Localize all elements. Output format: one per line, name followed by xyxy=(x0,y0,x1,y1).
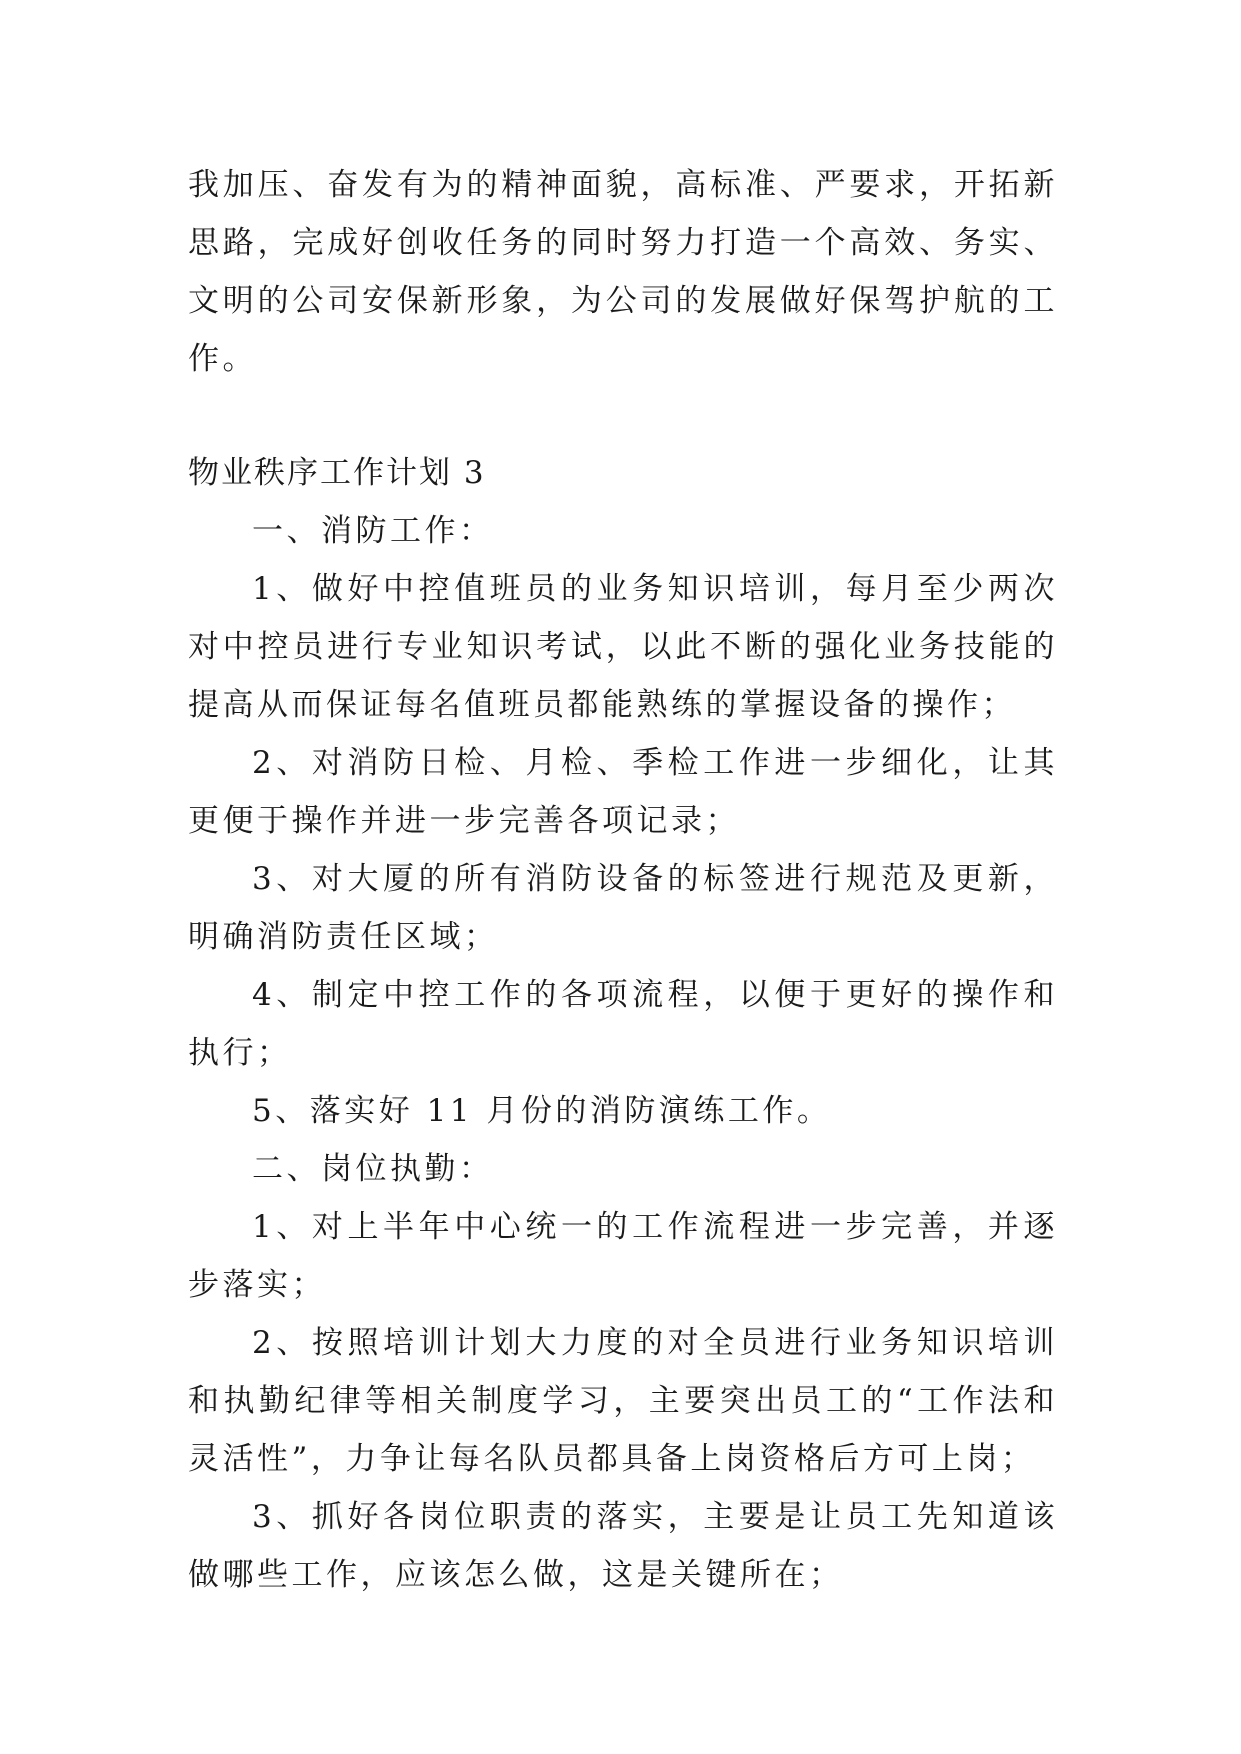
part2-item-3: 3、抓好各岗位职责的落实，主要是让员工先知道该做哪些工作，应该怎么做，这是关键所在； xyxy=(188,1499,1058,1593)
part2-item-1: 1、对上半年中心统一的工作流程进一步完善，并逐步落实； xyxy=(188,1209,1058,1303)
part1-item-5: 5、落实好 11 月份的消防演练工作。 xyxy=(252,1093,832,1129)
part1-item-1: 1、做好中控值班员的业务知识培训，每月至少两次对中控员进行专业知识考试，以此不断的强化业务技能的提高从而保证每名值班员都能熟练的掌握设备的操作； xyxy=(188,571,1058,723)
part2-heading: 二、岗位执勤： xyxy=(252,1151,494,1187)
part1-item-3: 3、对大厦的所有消防设备的标签进行规范及更新，明确消防责任区域； xyxy=(188,861,1058,955)
part2-item-2: 2、按照培训计划大力度的对全员进行业务知识培训和执勤纪律等相关制度学习，主要突出员工的“工作法和灵活性”，力争让每名队员都具备上岗资格后方可上岗； xyxy=(188,1325,1058,1477)
intro-paragraph: 我加压、奋发有为的精神面貌，高标准、严要求，开拓新思路，完成好创收任务的同时努力打造一个高效、务实、文明的公司安保新形象，为公司的发展做好保驾护航的工作。 xyxy=(188,167,1058,377)
part1-item-2: 2、对消防日检、月检、季检工作进一步细化，让其更便于操作并进一步完善各项记录； xyxy=(188,745,1058,839)
part1-item-4: 4、制定中控工作的各项流程，以便于更好的操作和执行； xyxy=(188,977,1058,1071)
section-title: 物业秩序工作计划 3 xyxy=(188,455,486,491)
document-body xyxy=(188,156,1058,1604)
part1-heading: 一、消防工作： xyxy=(252,513,494,549)
